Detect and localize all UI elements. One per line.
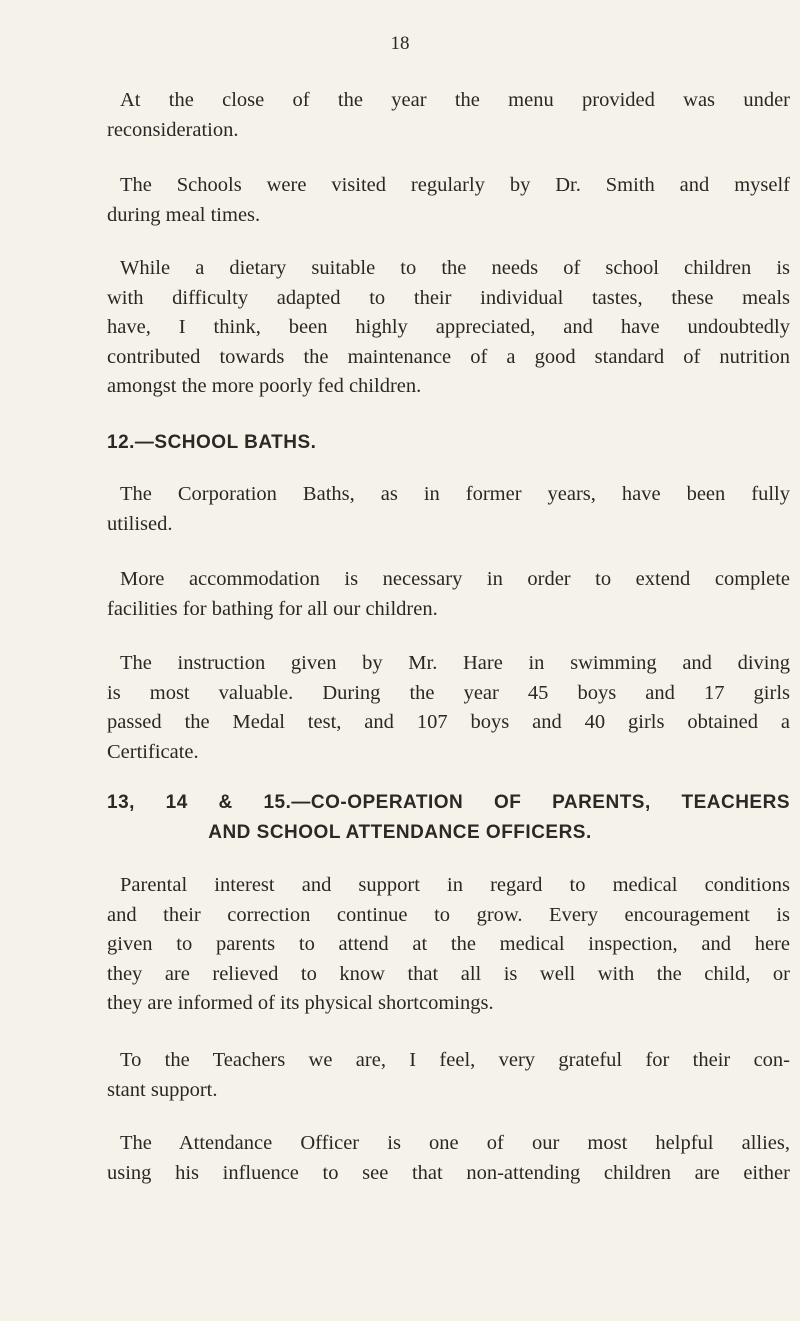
text-line: amongst the more poorly fed children. — [107, 375, 422, 397]
paragraph — [107, 1129, 790, 1188]
text-line: The instruction given by Mr. Hare in swimming and diving — [120, 652, 790, 674]
page-number: 18 — [390, 33, 410, 54]
paragraph — [107, 871, 790, 1019]
paragraph — [107, 649, 790, 767]
paragraph — [107, 1046, 790, 1105]
paragraph — [107, 565, 790, 624]
text-line: is most valuable. During the year 45 boys and 17 girls — [107, 681, 790, 704]
paragraph — [107, 171, 790, 230]
section-heading-cooperation-line2: AND SCHOOL ATTENDANCE OFFICERS. — [208, 822, 592, 843]
text-line: Parental interest and support in regard to medical conditions — [120, 874, 790, 896]
text-line: At the close of the year the menu provided was under — [120, 89, 790, 111]
text-line: during meal times. — [107, 203, 261, 226]
paragraph — [107, 480, 790, 539]
text-line: stant support. — [107, 1078, 218, 1101]
paragraph — [107, 254, 790, 402]
text-line: More accommodation is necessary in order to extend complete — [120, 568, 790, 590]
text-line: Certificate. — [107, 740, 199, 763]
text-line: given to parents to attend at the medical inspection, and here — [107, 933, 790, 955]
text-line: using his influence to see that non-attending children are either — [107, 1161, 790, 1184]
text-line: they are informed of its physical shortcomings. — [107, 992, 494, 1014]
text-line: have, I think, been highly appreciated, and have undoubtedly — [107, 316, 790, 338]
section-heading-cooperation-line1: 13, 14 & 15.—CO-OPERATION OF PARENTS, TEACHERS — [107, 792, 790, 813]
section-heading-school-baths: 12.—SCHOOL BATHS. — [107, 432, 317, 453]
text-line: utilised. — [107, 512, 173, 535]
text-line: contributed towards the maintenance of a good standard of nutrition — [107, 345, 790, 368]
text-line: and their correction continue to grow. Every encouragement is — [107, 903, 790, 926]
text-line: While a dietary suitable to the needs of school children is — [120, 257, 790, 279]
text-line: facilities for bathing for all our children. — [107, 597, 438, 620]
text-line: The Schools were visited regularly by Dr. Smith and myself — [120, 174, 790, 196]
text-line: passed the Medal test, and 107 boys and 40 girls obtained a — [107, 711, 790, 733]
paragraph — [107, 86, 790, 145]
text-line: they are relieved to know that all is well with the child, or — [107, 962, 790, 985]
text-line: To the Teachers we are, I feel, very grateful for their con- — [120, 1049, 790, 1071]
text-line: with difficulty adapted to their individual tastes, these meals — [107, 286, 790, 309]
text-line: The Corporation Baths, as in former years, have been fully — [120, 483, 790, 505]
text-line: reconsideration. — [107, 118, 239, 141]
text-line: The Attendance Officer is one of our most helpful allies, — [120, 1132, 790, 1154]
